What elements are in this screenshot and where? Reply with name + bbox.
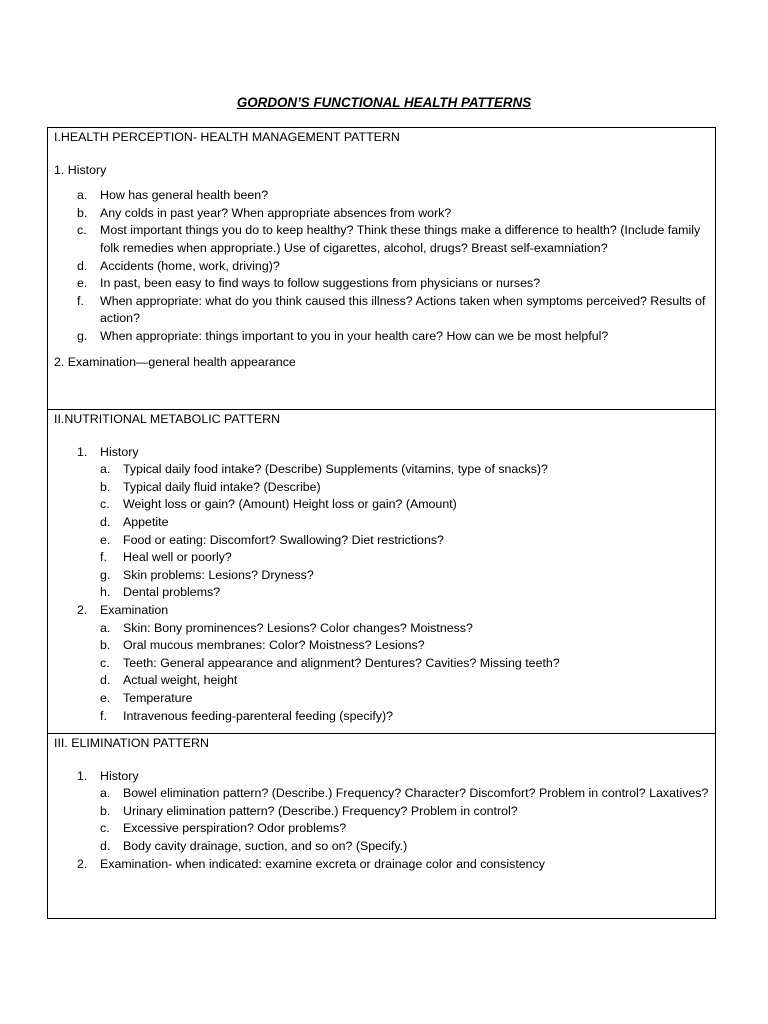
list-item: e. In past, been easy to find ways to follow suggestions from physicians or nurses?	[77, 276, 541, 291]
list-item: a. Typical daily food intake? (Describe) Supplements (vitamins, type of snacks)?	[100, 462, 548, 477]
list-item: d. Body cavity drainage, suction, and so on? (Specify.)	[100, 838, 408, 853]
section-elimination	[48, 733, 715, 918]
history-heading: 1. History	[77, 444, 139, 459]
document-title: GORDON’S FUNCTIONAL HEALTH PATTERNS	[236, 95, 532, 110]
history-list	[54, 461, 709, 602]
section-title: I.HEALTH PERCEPTION- HEALTH MANAGEMENT PATTERN	[54, 130, 400, 144]
list-item: a. Skin: Bony prominences? Lesions? Color changes? Moistness?	[100, 620, 473, 635]
list-item: f. Intravenous feeding-parenteral feeding (specify)?	[100, 708, 394, 723]
list-item: b. Urinary elimination pattern? (Describe.) Frequency? Problem in control?	[100, 803, 518, 818]
history-list	[54, 187, 709, 345]
list-item: b. Oral mucous membranes: Color? Moistness? Lesions?	[100, 638, 425, 653]
history-list	[54, 785, 709, 855]
list-item: e. Food or eating: Discomfort? Swallowing? Diet restrictions?	[100, 532, 444, 547]
list-item: c. Excessive perspiration? Odor problems?	[100, 821, 347, 836]
examination-heading: 2. Examination	[77, 602, 169, 617]
list-item: g. Skin problems: Lesions? Dryness?	[100, 567, 314, 582]
list-item: d. Actual weight, height	[100, 673, 238, 688]
list-item: c. Most important things you do to keep healthy? Think these things make a difference to health? (Include family folk remedies when appropriate.) Use of cigarettes, alcohol, drugs? Breast self-examniation?	[77, 223, 701, 255]
section-title: II.NUTRITIONAL METABOLIC PATTERN	[54, 412, 281, 426]
list-item: a. How has general health been?	[77, 188, 269, 203]
list-item: h. Dental problems?	[100, 585, 221, 600]
list-item: c. Teeth: General appearance and alignment? Dentures? Cavities? Missing teeth?	[100, 655, 560, 670]
history-heading: 1. History	[54, 162, 107, 177]
list-item: f. When appropriate: what do you think caused this illness? Actions taken when symptoms perceived? Results of action?	[77, 293, 706, 326]
list-item: a. Bowel elimination pattern? (Describe.) Frequency? Character? Discomfort? Problem in control? Laxatives?	[100, 786, 709, 801]
section-nutritional-metabolic	[48, 409, 715, 733]
history-heading: 1. History	[77, 768, 139, 783]
examination-heading: 2. Examination—general health appearance	[54, 354, 296, 369]
list-item: b. Any colds in past year? When appropriate absences from work?	[77, 205, 452, 220]
section-title: III. ELIMINATION PATTERN	[54, 736, 209, 750]
patterns-table	[47, 127, 716, 919]
list-item: e. Temperature	[100, 690, 193, 705]
list-item: b. Typical daily fluid intake? (Describe)	[100, 479, 321, 494]
examination-list	[54, 620, 709, 726]
list-item: g. When appropriate: things important to you in your health care? How can we be most helpful?	[77, 328, 609, 343]
list-item: d. Accidents (home, work, driving)?	[77, 258, 280, 273]
list-item: d. Appetite	[100, 514, 169, 529]
list-item: c. Weight loss or gain? (Amount) Height loss or gain? (Amount)	[100, 497, 457, 512]
examination-heading: 2. Examination- when indicated: examine excreta or drainage color and consistency	[77, 856, 545, 871]
list-item: f. Heal well or poorly?	[100, 550, 232, 565]
section-health-perception	[48, 128, 715, 409]
